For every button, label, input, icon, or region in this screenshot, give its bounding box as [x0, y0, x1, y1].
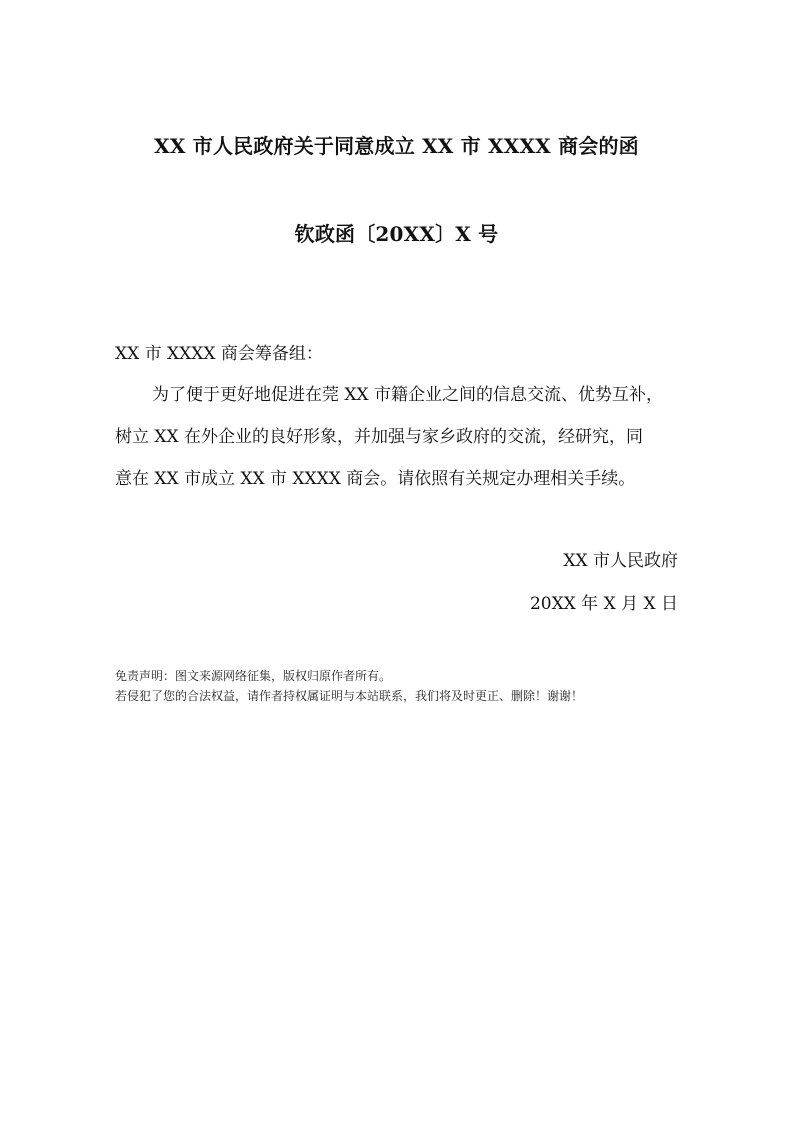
document-title: XX 市人民政府关于同意成立 XX 市 XXXX 商会的函 [154, 134, 639, 158]
body-paragraph-line-3: 意在 XX 市成立 XX 市 XXXX 商会。请依照有关规定办理相关手续。 [115, 469, 636, 489]
document-date: 20XX 年 X 月 X 日 [529, 594, 678, 614]
recipient-line: XX 市 XXXX 商会筹备组： [115, 344, 323, 364]
body-paragraph-line-2: 树立 XX 在外企业的良好形象，并加强与家乡政府的交流，经研究，同 [115, 427, 644, 447]
disclaimer-line-1: 免责声明：图文来源网络征集，版权归原作者所有。 [115, 669, 392, 683]
issuing-authority: XX 市人民政府 [563, 551, 678, 571]
disclaimer-line-2: 若侵犯了您的合法权益，请作者持权属证明与本站联系，我们将及时更正、删除！谢谢！ [115, 689, 584, 703]
body-paragraph-line-1: 为了便于更好地促进在莞 XX 市籍企业之间的信息交流、优势互补， [152, 385, 664, 405]
disclaimer-block [115, 666, 583, 706]
document-number: 钦政函〔20XX〕X 号 [294, 222, 499, 246]
